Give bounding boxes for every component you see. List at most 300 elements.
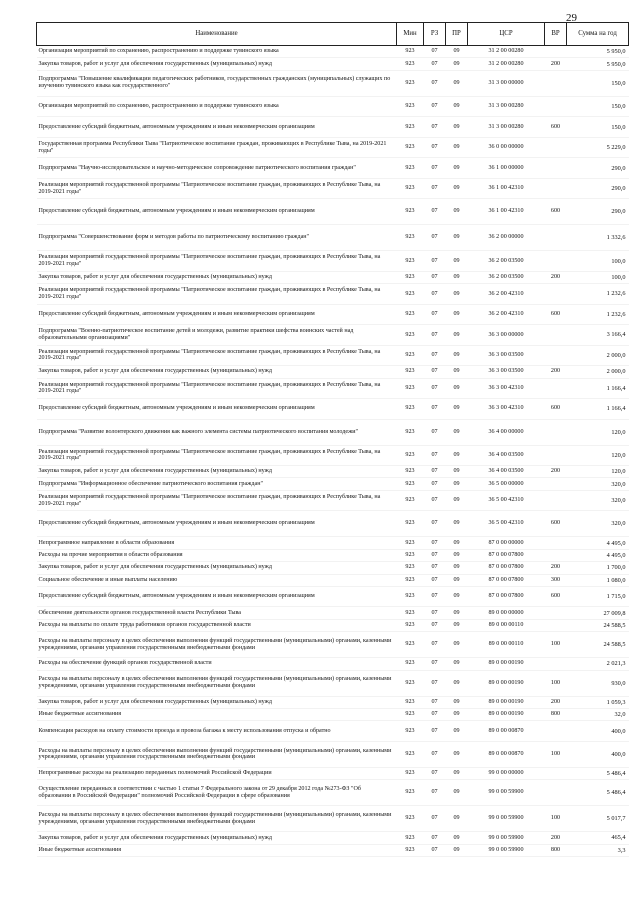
table-row — [37, 658, 629, 670]
cell-amount: 150,0 — [567, 70, 629, 96]
cell-min: 923 — [397, 158, 424, 179]
cell-csr: 99 0 00 59900 — [468, 806, 545, 832]
cell-pr: 09 — [446, 780, 468, 806]
cell-csr: 87 0 00 07800 — [468, 574, 545, 586]
cell-name: Подпрограмма "Повышение квалификации педагогических работников, государственных гражданских (муниципальных) служащих по изучению тувинского языка как государственного" — [37, 70, 397, 96]
cell-min: 923 — [397, 767, 424, 779]
cell-rz: 07 — [424, 96, 446, 117]
cell-csr: 36 5 00 42310 — [468, 490, 545, 511]
cell-csr: 89 0 00 00190 — [468, 670, 545, 696]
cell-rz: 07 — [424, 251, 446, 272]
cell-amount: 5 486,4 — [567, 780, 629, 806]
cell-amount: 4 495,0 — [567, 549, 629, 561]
cell-vr: 600 — [545, 586, 567, 607]
cell-rz: 07 — [424, 70, 446, 96]
cell-amount: 120,0 — [567, 445, 629, 466]
cell-pr: 09 — [446, 549, 468, 561]
cell-amount: 150,0 — [567, 117, 629, 138]
cell-vr — [545, 70, 567, 96]
cell-rz: 07 — [424, 844, 446, 856]
table-row — [37, 619, 629, 631]
cell-vr — [545, 96, 567, 117]
cell-pr: 09 — [446, 537, 468, 549]
col-header-vr: ВР — [545, 23, 567, 46]
cell-rz: 07 — [424, 632, 446, 658]
cell-csr: 99 0 00 59900 — [468, 844, 545, 856]
cell-min: 923 — [397, 562, 424, 574]
cell-pr: 09 — [446, 562, 468, 574]
cell-name: Иные бюджетные ассигнования — [37, 708, 397, 720]
table-row — [37, 225, 629, 251]
table-row — [37, 767, 629, 779]
cell-amount: 5 229,0 — [567, 137, 629, 158]
table-row — [37, 199, 629, 225]
cell-name: Подпрограмма "Научно-исследовательское и научно-методическое сопровождение патриотического воспитания граждан" — [37, 158, 397, 179]
cell-rz: 07 — [424, 466, 446, 478]
cell-csr: 89 0 00 00190 — [468, 658, 545, 670]
cell-csr: 36 2 00 03500 — [468, 251, 545, 272]
cell-rz: 07 — [424, 478, 446, 490]
cell-amount: 1 715,0 — [567, 586, 629, 607]
cell-csr: 36 0 00 00000 — [468, 137, 545, 158]
cell-pr: 09 — [446, 670, 468, 696]
cell-min: 923 — [397, 632, 424, 658]
cell-amount: 27 009,8 — [567, 607, 629, 619]
cell-amount: 320,0 — [567, 490, 629, 511]
cell-csr: 89 0 00 00110 — [468, 632, 545, 658]
cell-min: 923 — [397, 478, 424, 490]
cell-vr — [545, 767, 567, 779]
cell-min: 923 — [397, 574, 424, 586]
cell-csr: 31 3 00 00280 — [468, 96, 545, 117]
cell-csr: 36 3 00 03500 — [468, 345, 545, 366]
col-header-name: Наименование — [37, 23, 397, 46]
cell-min: 923 — [397, 304, 424, 325]
table-row — [37, 58, 629, 70]
cell-pr: 09 — [446, 478, 468, 490]
cell-csr: 87 0 00 07800 — [468, 562, 545, 574]
cell-amount: 465,4 — [567, 832, 629, 844]
cell-min: 923 — [397, 199, 424, 225]
cell-pr: 09 — [446, 607, 468, 619]
cell-amount: 1 332,6 — [567, 225, 629, 251]
cell-csr: 36 3 00 00000 — [468, 325, 545, 346]
cell-csr: 89 0 00 00870 — [468, 741, 545, 767]
cell-min: 923 — [397, 284, 424, 305]
cell-rz: 07 — [424, 741, 446, 767]
cell-rz: 07 — [424, 199, 446, 225]
table-row — [37, 490, 629, 511]
cell-rz: 07 — [424, 832, 446, 844]
table-row — [37, 549, 629, 561]
cell-pr: 09 — [446, 158, 468, 179]
cell-rz: 07 — [424, 137, 446, 158]
col-header-csr: ЦСР — [468, 23, 545, 46]
cell-min: 923 — [397, 70, 424, 96]
table-row — [37, 70, 629, 96]
cell-rz: 07 — [424, 419, 446, 445]
cell-pr: 09 — [446, 271, 468, 283]
cell-name: Предоставление субсидий бюджетным, автономным учреждениям и иным некоммерческим организациям — [37, 304, 397, 325]
cell-min: 923 — [397, 225, 424, 251]
cell-amount: 290,0 — [567, 158, 629, 179]
cell-vr — [545, 478, 567, 490]
cell-name: Подпрограмма "Совершенствование форм и методов работы по патриотическому воспитанию граждан" — [37, 225, 397, 251]
cell-name: Расходы на выплаты персоналу в целях обеспечения выполнения функций государственными (муниципальными) органами, казенными учреждениями, органами управления государственными внебюджетными фондами — [37, 632, 397, 658]
cell-name: Закупка товаров, работ и услуг для обеспечения государственных (муниципальных) нужд — [37, 696, 397, 708]
cell-pr: 09 — [446, 378, 468, 399]
cell-amount: 1 080,0 — [567, 574, 629, 586]
cell-csr: 36 2 00 03500 — [468, 271, 545, 283]
table-row — [37, 696, 629, 708]
cell-rz: 07 — [424, 490, 446, 511]
cell-rz: 07 — [424, 345, 446, 366]
cell-vr — [545, 225, 567, 251]
cell-amount: 150,0 — [567, 96, 629, 117]
cell-rz: 07 — [424, 696, 446, 708]
cell-csr: 36 4 00 00000 — [468, 419, 545, 445]
cell-name: Осуществление переданных в соответствии с частью 1 статьи 7 Федерального закона от 29 декабря 2012 года №273-ФЗ "Об образовании в Российской Федерации" полномочий Российской Федерации в сфере образования — [37, 780, 397, 806]
cell-pr: 09 — [446, 251, 468, 272]
table-row — [37, 325, 629, 346]
cell-rz: 07 — [424, 399, 446, 420]
cell-rz: 07 — [424, 549, 446, 561]
table-row — [37, 511, 629, 537]
cell-pr: 09 — [446, 586, 468, 607]
cell-name: Расходы на выплаты персоналу в целях обеспечения выполнения функций государственными (муниципальными) органами, казенными учреждениями, органами управления государственными внебюджетными фондами — [37, 741, 397, 767]
table-header-row — [37, 23, 629, 46]
table-row — [37, 670, 629, 696]
cell-pr: 09 — [446, 708, 468, 720]
cell-rz: 07 — [424, 445, 446, 466]
cell-min: 923 — [397, 378, 424, 399]
cell-min: 923 — [397, 549, 424, 561]
table-row — [37, 574, 629, 586]
cell-csr: 36 1 00 00000 — [468, 158, 545, 179]
cell-name: Подпрограмма "Военно-патриотическое воспитание детей и молодежи, развитие практики шефства воинских частей над образовательными организациями" — [37, 325, 397, 346]
cell-amount: 5 950,0 — [567, 58, 629, 70]
cell-amount: 290,0 — [567, 178, 629, 199]
cell-vr — [545, 325, 567, 346]
cell-vr: 600 — [545, 304, 567, 325]
cell-min: 923 — [397, 670, 424, 696]
cell-csr: 36 3 00 42310 — [468, 378, 545, 399]
cell-pr: 09 — [446, 445, 468, 466]
cell-csr: 36 4 00 03500 — [468, 466, 545, 478]
cell-min: 923 — [397, 721, 424, 742]
cell-name: Предоставление субсидий бюджетным, автономным учреждениям и иным некоммерческим организациям — [37, 511, 397, 537]
cell-vr: 200 — [545, 366, 567, 378]
cell-csr: 36 2 00 42310 — [468, 284, 545, 305]
cell-rz: 07 — [424, 619, 446, 631]
cell-amount: 1 232,6 — [567, 284, 629, 305]
cell-name: Расходы на выплаты по оплате труда работников органов государственной власти — [37, 619, 397, 631]
cell-min: 923 — [397, 58, 424, 70]
cell-name: Иные бюджетные ассигнования — [37, 844, 397, 856]
cell-amount: 290,0 — [567, 199, 629, 225]
cell-min: 923 — [397, 178, 424, 199]
cell-rz: 07 — [424, 780, 446, 806]
cell-min: 923 — [397, 117, 424, 138]
cell-amount: 1 166,4 — [567, 399, 629, 420]
page-number: 29 — [566, 12, 577, 24]
cell-csr: 89 0 00 00870 — [468, 721, 545, 742]
table-row — [37, 537, 629, 549]
table-row — [37, 586, 629, 607]
cell-rz: 07 — [424, 607, 446, 619]
cell-amount: 1 232,6 — [567, 304, 629, 325]
cell-name: Непрограммные расходы на реализацию переданных полномочий Российской Федерации — [37, 767, 397, 779]
cell-vr — [545, 378, 567, 399]
cell-pr: 09 — [446, 696, 468, 708]
table-row — [37, 271, 629, 283]
cell-csr: 99 0 00 59900 — [468, 780, 545, 806]
cell-min: 923 — [397, 586, 424, 607]
cell-csr: 36 5 00 42310 — [468, 511, 545, 537]
cell-pr: 09 — [446, 96, 468, 117]
cell-min: 923 — [397, 537, 424, 549]
cell-min: 923 — [397, 832, 424, 844]
cell-pr: 09 — [446, 325, 468, 346]
cell-name: Государственная программа Республики Тыва "Патриотическое воспитание граждан, проживающих в Республике Тыва, на 2019-2021 годы" — [37, 137, 397, 158]
table-row — [37, 806, 629, 832]
cell-amount: 2 000,0 — [567, 345, 629, 366]
table-row — [37, 708, 629, 720]
cell-min: 923 — [397, 271, 424, 283]
cell-amount: 24 588,5 — [567, 619, 629, 631]
budget-table-sheet — [36, 22, 628, 857]
cell-min: 923 — [397, 466, 424, 478]
cell-min: 923 — [397, 345, 424, 366]
cell-vr: 100 — [545, 670, 567, 696]
cell-vr: 200 — [545, 58, 567, 70]
cell-pr: 09 — [446, 46, 468, 58]
cell-csr: 99 0 00 59900 — [468, 832, 545, 844]
cell-pr: 09 — [446, 117, 468, 138]
cell-amount: 4 495,0 — [567, 537, 629, 549]
cell-pr: 09 — [446, 70, 468, 96]
cell-pr: 09 — [446, 574, 468, 586]
cell-vr — [545, 721, 567, 742]
cell-vr: 200 — [545, 466, 567, 478]
table-row — [37, 607, 629, 619]
cell-rz: 07 — [424, 767, 446, 779]
cell-amount: 400,0 — [567, 721, 629, 742]
cell-pr: 09 — [446, 844, 468, 856]
cell-pr: 09 — [446, 199, 468, 225]
cell-rz: 07 — [424, 721, 446, 742]
cell-pr: 09 — [446, 767, 468, 779]
table-row — [37, 284, 629, 305]
table-row — [37, 741, 629, 767]
cell-min: 923 — [397, 399, 424, 420]
cell-pr: 09 — [446, 58, 468, 70]
cell-amount: 2 000,0 — [567, 366, 629, 378]
cell-pr: 09 — [446, 178, 468, 199]
table-row — [37, 137, 629, 158]
cell-min: 923 — [397, 607, 424, 619]
cell-csr: 89 0 00 00000 — [468, 607, 545, 619]
cell-vr: 100 — [545, 806, 567, 832]
cell-vr — [545, 158, 567, 179]
cell-vr — [545, 619, 567, 631]
cell-name: Реализация мероприятий государственной программы "Патриотическое воспитание граждан, проживающих в Республике Тыва, на 2019-2021 годы" — [37, 445, 397, 466]
cell-vr — [545, 46, 567, 58]
cell-vr — [545, 419, 567, 445]
cell-min: 923 — [397, 445, 424, 466]
cell-vr — [545, 178, 567, 199]
cell-amount: 3,3 — [567, 844, 629, 856]
cell-min: 923 — [397, 658, 424, 670]
cell-rz: 07 — [424, 366, 446, 378]
cell-min: 923 — [397, 511, 424, 537]
cell-vr: 200 — [545, 832, 567, 844]
cell-vr — [545, 607, 567, 619]
cell-name: Реализация мероприятий государственной программы "Патриотическое воспитание граждан, проживающих в Республике Тыва, на 2019-2021 годы" — [37, 178, 397, 199]
table-row — [37, 844, 629, 856]
cell-min: 923 — [397, 46, 424, 58]
cell-amount: 120,0 — [567, 466, 629, 478]
table-row — [37, 780, 629, 806]
cell-min: 923 — [397, 96, 424, 117]
cell-csr: 36 4 00 03500 — [468, 445, 545, 466]
cell-min: 923 — [397, 251, 424, 272]
cell-pr: 09 — [446, 490, 468, 511]
cell-rz: 07 — [424, 574, 446, 586]
cell-name: Подпрограмма "Информационное обеспечение патриотического воспитания граждан" — [37, 478, 397, 490]
cell-name: Предоставление субсидий бюджетным, автономным учреждениям и иным некоммерческим организациям — [37, 399, 397, 420]
table-row — [37, 117, 629, 138]
cell-csr: 31 2 00 00280 — [468, 58, 545, 70]
cell-name: Реализация мероприятий государственной программы "Патриотическое воспитание граждан, проживающих в Республике Тыва, на 2019-2021 годы" — [37, 345, 397, 366]
col-header-pr: ПР — [446, 23, 468, 46]
cell-rz: 07 — [424, 284, 446, 305]
col-header-min: Мин — [397, 23, 424, 46]
cell-rz: 07 — [424, 708, 446, 720]
cell-name: Предоставление субсидий бюджетным, автономным учреждениям и иным некоммерческим организациям — [37, 586, 397, 607]
cell-csr: 31 2 00 00280 — [468, 46, 545, 58]
cell-vr: 200 — [545, 562, 567, 574]
cell-rz: 07 — [424, 225, 446, 251]
table-row — [37, 178, 629, 199]
cell-amount: 2 021,3 — [567, 658, 629, 670]
table-row — [37, 419, 629, 445]
cell-name: Обеспечение деятельности органов государственной власти Республики Тыва — [37, 607, 397, 619]
cell-csr: 36 1 00 42310 — [468, 199, 545, 225]
cell-amount: 24 588,5 — [567, 632, 629, 658]
cell-amount: 930,0 — [567, 670, 629, 696]
cell-min: 923 — [397, 708, 424, 720]
cell-pr: 09 — [446, 721, 468, 742]
cell-name: Организация мероприятий по сохранению, распространению и поддержке тувинского языка — [37, 46, 397, 58]
cell-pr: 09 — [446, 225, 468, 251]
cell-name: Закупка товаров, работ и услуг для обеспечения государственных (муниципальных) нужд — [37, 832, 397, 844]
table-row — [37, 251, 629, 272]
cell-vr — [545, 658, 567, 670]
cell-vr: 800 — [545, 708, 567, 720]
cell-csr: 99 0 00 00000 — [468, 767, 545, 779]
cell-rz: 07 — [424, 511, 446, 537]
table-row — [37, 466, 629, 478]
cell-csr: 36 2 00 00000 — [468, 225, 545, 251]
table-row — [37, 46, 629, 58]
cell-vr: 100 — [545, 632, 567, 658]
cell-min: 923 — [397, 806, 424, 832]
cell-pr: 09 — [446, 632, 468, 658]
cell-min: 923 — [397, 780, 424, 806]
cell-csr: 36 5 00 00000 — [468, 478, 545, 490]
cell-amount: 1 700,0 — [567, 562, 629, 574]
cell-pr: 09 — [446, 137, 468, 158]
cell-name: Расходы на обеспечение функций органов государственной власти — [37, 658, 397, 670]
cell-vr — [545, 549, 567, 561]
cell-pr: 09 — [446, 419, 468, 445]
cell-vr: 300 — [545, 574, 567, 586]
cell-rz: 07 — [424, 670, 446, 696]
cell-rz: 07 — [424, 304, 446, 325]
cell-vr: 200 — [545, 271, 567, 283]
cell-min: 923 — [397, 490, 424, 511]
cell-rz: 07 — [424, 537, 446, 549]
table-row — [37, 96, 629, 117]
table-row — [37, 562, 629, 574]
cell-min: 923 — [397, 325, 424, 346]
cell-csr: 89 0 00 00110 — [468, 619, 545, 631]
cell-name: Реализация мероприятий государственной программы "Патриотическое воспитание граждан, проживающих в Республике Тыва, на 2019-2021 годы" — [37, 378, 397, 399]
table-row — [37, 378, 629, 399]
cell-csr: 87 0 00 00000 — [468, 537, 545, 549]
cell-vr: 200 — [545, 696, 567, 708]
cell-csr: 31 3 00 00000 — [468, 70, 545, 96]
cell-csr: 36 1 00 42310 — [468, 178, 545, 199]
cell-name: Реализация мероприятий государственной программы "Патриотическое воспитание граждан, проживающих в Республике Тыва, на 2019-2021 годы" — [37, 490, 397, 511]
cell-amount: 32,0 — [567, 708, 629, 720]
cell-csr: 36 3 00 42310 — [468, 399, 545, 420]
table-body — [37, 46, 629, 857]
cell-vr — [545, 345, 567, 366]
col-header-rz: РЗ — [424, 23, 446, 46]
table-row — [37, 721, 629, 742]
table-row — [37, 345, 629, 366]
cell-pr: 09 — [446, 619, 468, 631]
budget-table — [36, 22, 629, 857]
cell-vr — [545, 537, 567, 549]
cell-min: 923 — [397, 619, 424, 631]
cell-amount: 400,0 — [567, 741, 629, 767]
cell-rz: 07 — [424, 58, 446, 70]
cell-vr — [545, 137, 567, 158]
cell-rz: 07 — [424, 158, 446, 179]
cell-name: Закупка товаров, работ и услуг для обеспечения государственных (муниципальных) нужд — [37, 466, 397, 478]
cell-vr — [545, 251, 567, 272]
cell-name: Реализация мероприятий государственной программы "Патриотическое воспитание граждан, проживающих в Республике Тыва, на 2019-2021 годы" — [37, 284, 397, 305]
cell-csr: 89 0 00 00190 — [468, 696, 545, 708]
cell-name: Закупка товаров, работ и услуг для обеспечения государственных (муниципальных) нужд — [37, 58, 397, 70]
cell-amount: 100,0 — [567, 251, 629, 272]
cell-vr: 600 — [545, 399, 567, 420]
cell-pr: 09 — [446, 345, 468, 366]
cell-pr: 09 — [446, 741, 468, 767]
table-row — [37, 158, 629, 179]
cell-name: Расходы на выплаты персоналу в целях обеспечения выполнения функций государственными (муниципальными) органами, казенными учреждениями, органами управления государственными внебюджетными фондами — [37, 806, 397, 832]
cell-rz: 07 — [424, 378, 446, 399]
cell-min: 923 — [397, 419, 424, 445]
cell-name: Подпрограмма "Развитие волонтерского движения как важного элемента системы патриотического воспитания молодежи" — [37, 419, 397, 445]
cell-pr: 09 — [446, 366, 468, 378]
cell-pr: 09 — [446, 304, 468, 325]
cell-min: 923 — [397, 137, 424, 158]
cell-name: Социальное обеспечение и иные выплаты населению — [37, 574, 397, 586]
